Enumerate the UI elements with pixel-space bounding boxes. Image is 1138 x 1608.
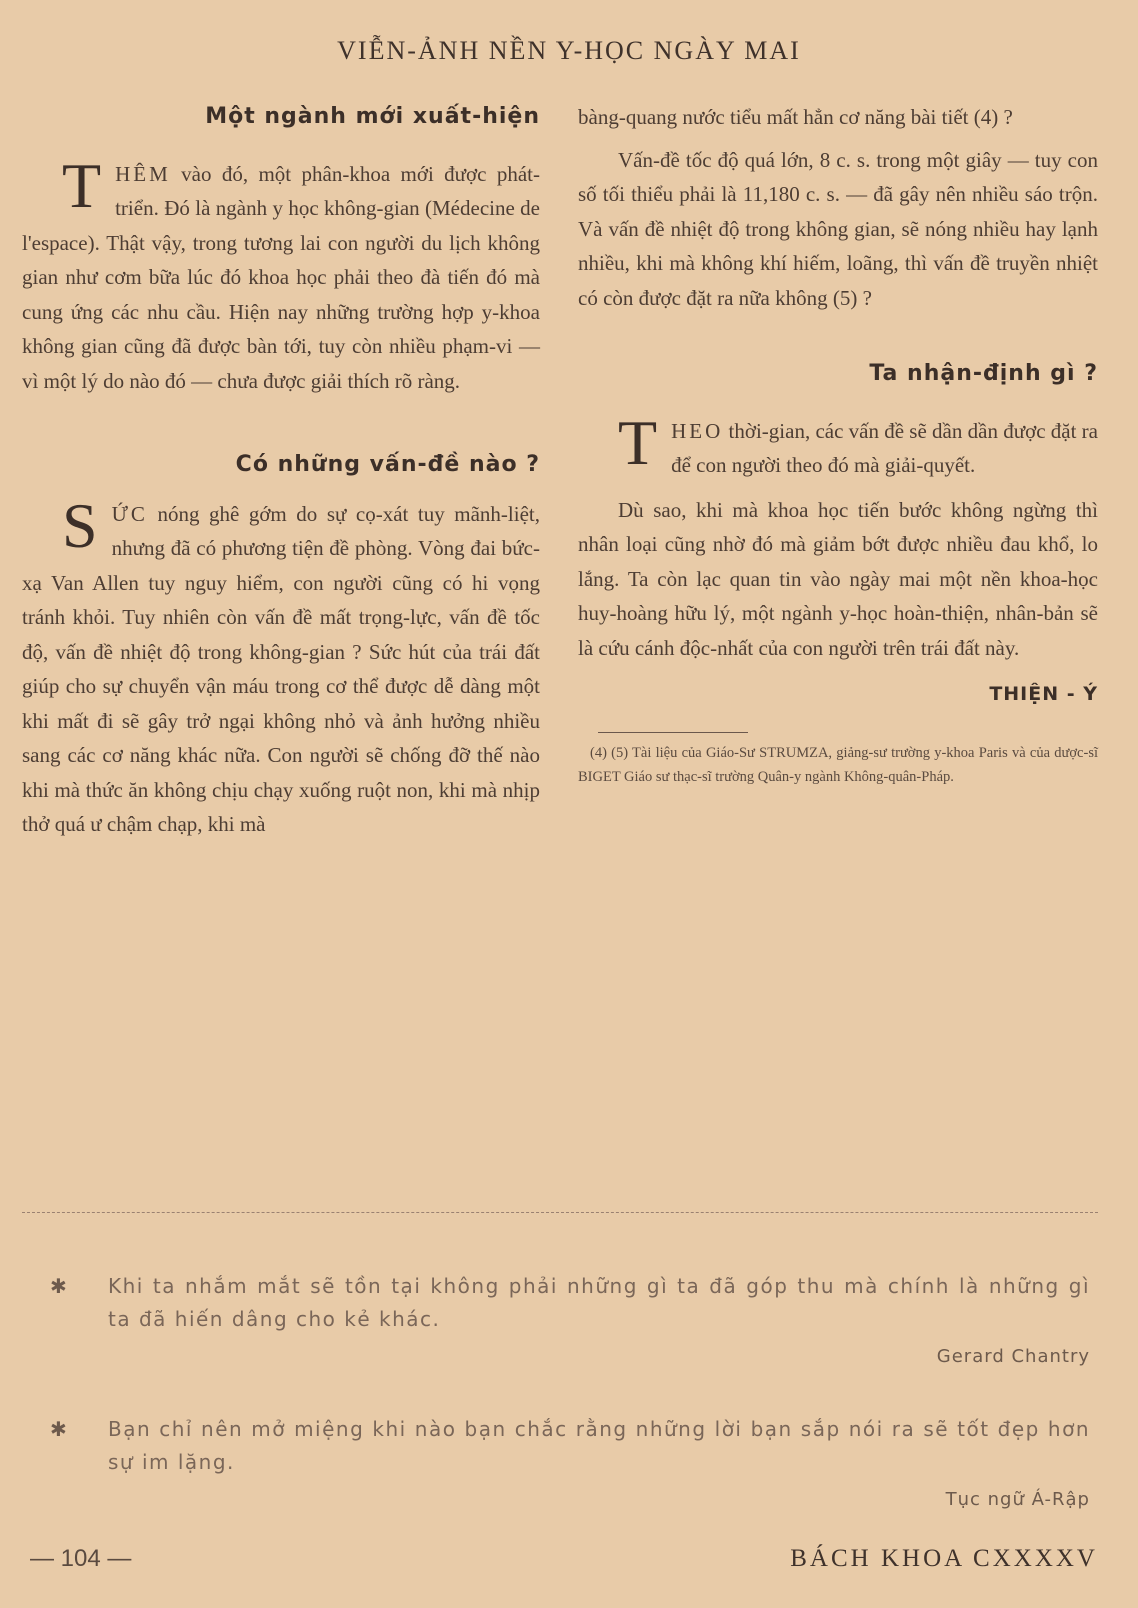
drop-cap: T	[62, 149, 102, 221]
paragraph-text: nóng ghê gớm do sự cọ-xát tuy mãnh-liệt, nhưng đã có phương tiện đề phòng. Vòng đai bức-xạ Van Allen tuy nguy hiểm, con người cũng có hi vọng tránh khỏi. Tuy nhiên còn vấn đề mất trọng-lực, vấn đề tốc độ, vấn đề nhiệt độ trong không-gian ? Sức hút của trái đất giúp cho sự chuyển vận máu trong cơ thể được dễ dàng một khi mất đi sẽ gây trở ngại không nhỏ và ảnh hưởng nhiều sang các cơ năng khác nữa. Con người sẽ chống đỡ thế nào khi mà thức ăn không chịu chạy xuống ruột non, khi mà nhịp thở quá ư chậm chạp, khi mà	[22, 501, 540, 836]
quote-attribution: Tục ngữ Á-Rập	[945, 1489, 1090, 1510]
running-head: VIỄN-ẢNH NỀN Y-HỌC NGÀY MAI	[337, 36, 801, 65]
paragraph-text: vào đó, một phân-khoa mới được phát-triển. Đó là ngành y học không-gian (Médecine de l'espace). Thật vậy, trong tương lai con người du lịch không gian như cơm bữa lúc đó khoa học phải theo đà tiến đó mà cung ứng các nhu cầu. Hiện nay những trường hợp y-khoa không gian cũng đã được bàn tới, tuy còn nhiều phạm-vi — vì một lý do nào đó — chưa được giải thích rõ ràng.	[22, 161, 540, 393]
paragraph-continued: bàng-quang nước tiểu mất hẳn cơ năng bài tiết (4) ?	[578, 105, 1013, 129]
author-signature: THIỆN - Ý	[989, 683, 1098, 705]
right-column	[578, 100, 1098, 789]
page-number: — 104 —	[30, 1545, 132, 1572]
quote-2	[50, 1413, 1090, 1516]
section-divider	[22, 1212, 1098, 1213]
paragraph-problems	[22, 489, 540, 842]
lead-caps: ỨC	[111, 501, 148, 526]
quote-attribution: Gerard Chantry	[936, 1346, 1090, 1367]
footnote: (4) (5) Tài liệu của Giáo-Sư STRUMZA, giảng-sư trường y-khoa Paris và của dược-sĩ BIGET Giáo sư thạc-sĩ trường Quân-y ngành Không-quân-Pháp.	[578, 744, 1098, 785]
lead-caps: HEO	[671, 418, 724, 443]
quote-text: Bạn chỉ nên mở miệng khi nào bạn chắc rằng những lời bạn sắp nói ra sẽ tốt đẹp hơn sự im lặng.	[108, 1417, 1090, 1474]
paragraph-speed: Vấn-đề tốc độ quá lớn, 8 c. s. trong một giây — tuy con số tối thiểu phải là 11,180 c. s. — đã gây nên nhiều sáo trộn. Và vấn đề nhiệt độ trong không gian, sẽ nóng nhiều hay lạnh nhiều, khi mà không khí hiếm, loãng, thì vấn đề truyền nhiệt có còn được đặt ra nữa không (5) ?	[578, 147, 1098, 310]
paragraph-text: thời-gian, các vấn đề sẽ dần dần được đặt ra để con người theo đó mà giải-quyết.	[671, 418, 1098, 477]
star-bullet-icon: ✱	[50, 1417, 67, 1441]
star-bullet-icon: ✱	[50, 1274, 67, 1298]
drop-cap: T	[618, 406, 658, 478]
lead-caps: HÊM	[115, 161, 171, 186]
drop-cap: S	[62, 489, 98, 561]
left-column	[22, 100, 540, 842]
quote-1	[50, 1270, 1090, 1373]
section-heading-problems: Có những vấn-đề nào ?	[235, 452, 540, 477]
section-heading-assessment: Ta nhận-định gì ?	[869, 361, 1098, 386]
footnote-rule	[598, 732, 748, 733]
quote-text: Khi ta nhắm mắt sẽ tồn tại không phải những gì ta đã góp thu mà chính là những gì ta đã hiến dâng cho kẻ khác.	[108, 1274, 1090, 1331]
journal-title: BÁCH KHOA CXXXXV	[790, 1545, 1098, 1572]
section-heading-new-field: Một ngành mới xuất-hiện	[205, 104, 540, 129]
paragraph-new-field	[22, 149, 540, 399]
paragraph-conclusion: Dù sao, khi mà khoa học tiến bước không ngừng thì nhân loại cũng nhờ đó mà giảm bớt được nhiều đau khổ, lo lắng. Ta còn lạc quan tin vào ngày mai một nền khoa-học huy-hoàng hữu lý, một ngành y-học hoàn-thiện, nhân-bản sẽ là cứu cánh độc-nhất của con người trên trái đất này.	[578, 497, 1098, 660]
paragraph-time	[578, 406, 1098, 483]
